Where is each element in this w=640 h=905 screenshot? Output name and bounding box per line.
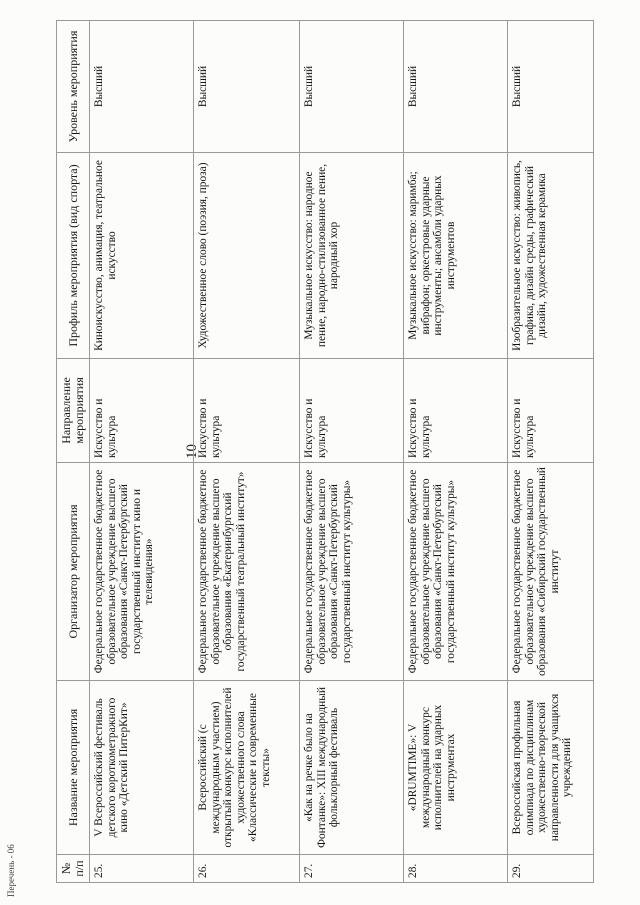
header-profile: Профиль мероприятия (вид спорта) bbox=[57, 153, 90, 359]
event-organizer: Федеральное государственное бюджетное образовательное учреждение высшего образования «Санкт-Петербургский государственный институт культуры» bbox=[404, 463, 508, 681]
event-profile: Художественное слово (поэзия, проза) bbox=[194, 153, 300, 359]
event-organizer: Федеральное государственное бюджетное образовательное учреждение высшего образования «Сибирский государственный институт bbox=[508, 463, 594, 681]
event-profile: Киноискусство, анимация, театральное искусство bbox=[90, 153, 194, 359]
header-level: Уровень мероприятия bbox=[57, 21, 90, 153]
event-direction: Искусство и культура bbox=[90, 359, 194, 463]
event-profile: Музыкальное искусство: маримба; вибрафон; оркестровые ударные инструменты; ансамбли ударных инструментов bbox=[404, 153, 508, 359]
event-direction: Искусство и культура bbox=[508, 359, 594, 463]
header-organizer: Организатор мероприятия bbox=[57, 463, 90, 681]
event-direction: Искусство и культура bbox=[404, 359, 508, 463]
row-num: 27. bbox=[300, 855, 404, 883]
event-profile: Музыкальное искусство: народное пение, народно-стилизованное пение, народный хор bbox=[300, 153, 404, 359]
event-name: «DRUMTIME»: V международный конкурс исполнителей на ударных инструментах bbox=[404, 681, 508, 855]
event-name: Всероссийская профильная олимпиада по дисциплинам художественно-творческой направленности для учащихся учреждений bbox=[508, 681, 594, 855]
events-table bbox=[56, 20, 594, 883]
page-number: 10 bbox=[184, 444, 200, 459]
event-direction: Искусство и культура bbox=[300, 359, 404, 463]
table-row bbox=[300, 21, 404, 883]
table-row bbox=[194, 21, 300, 883]
header-name: Название мероприятия bbox=[57, 681, 90, 855]
table-row bbox=[508, 21, 594, 883]
table-row bbox=[404, 21, 508, 883]
table-header-row bbox=[57, 21, 90, 883]
event-level: Высший bbox=[194, 21, 300, 153]
header-direction: Направление мероприятия bbox=[57, 359, 90, 463]
event-level: Высший bbox=[508, 21, 594, 153]
event-level: Высший bbox=[404, 21, 508, 153]
event-profile: Изобразительное искусство: живопись, графика, дизайн среды, графический дизайн, художественная керамика bbox=[508, 153, 594, 359]
row-num: 29. bbox=[508, 855, 594, 883]
row-num: 26. bbox=[194, 855, 300, 883]
event-direction: Искусство и культура bbox=[194, 359, 300, 463]
event-level: Высший bbox=[90, 21, 194, 153]
footer-mark: Перечень - 06 bbox=[6, 844, 16, 897]
event-organizer: Федеральное государственное бюджетное образовательное учреждение высшего образования «Екатеринбургский государственный театральный институт» bbox=[194, 463, 300, 681]
table-row bbox=[90, 21, 194, 883]
row-num: 25. bbox=[90, 855, 194, 883]
row-num: 28. bbox=[404, 855, 508, 883]
event-organizer: Федеральное государственное бюджетное образовательное учреждение высшего образования «Санкт-Петербургский государственный институт кино и телевидения» bbox=[90, 463, 194, 681]
event-level: Высший bbox=[300, 21, 404, 153]
event-name: V Всероссийский фестиваль детского короткометражного кино «Детский ПитерКит» bbox=[90, 681, 194, 855]
event-organizer: Федеральное государственное бюджетное образовательное учреждение высшего образования «Санкт-Петербургский государственный институт культуры» bbox=[300, 463, 404, 681]
event-name: «Как на речке было на Фонтанке»: XIII международный фольклорный фестиваль bbox=[300, 681, 404, 855]
header-num: № п/п bbox=[57, 855, 90, 883]
event-name: Всероссийский (с международным участием) открытый конкурс исполнителей художественного слова «Классические и современные тексты» bbox=[194, 681, 300, 855]
